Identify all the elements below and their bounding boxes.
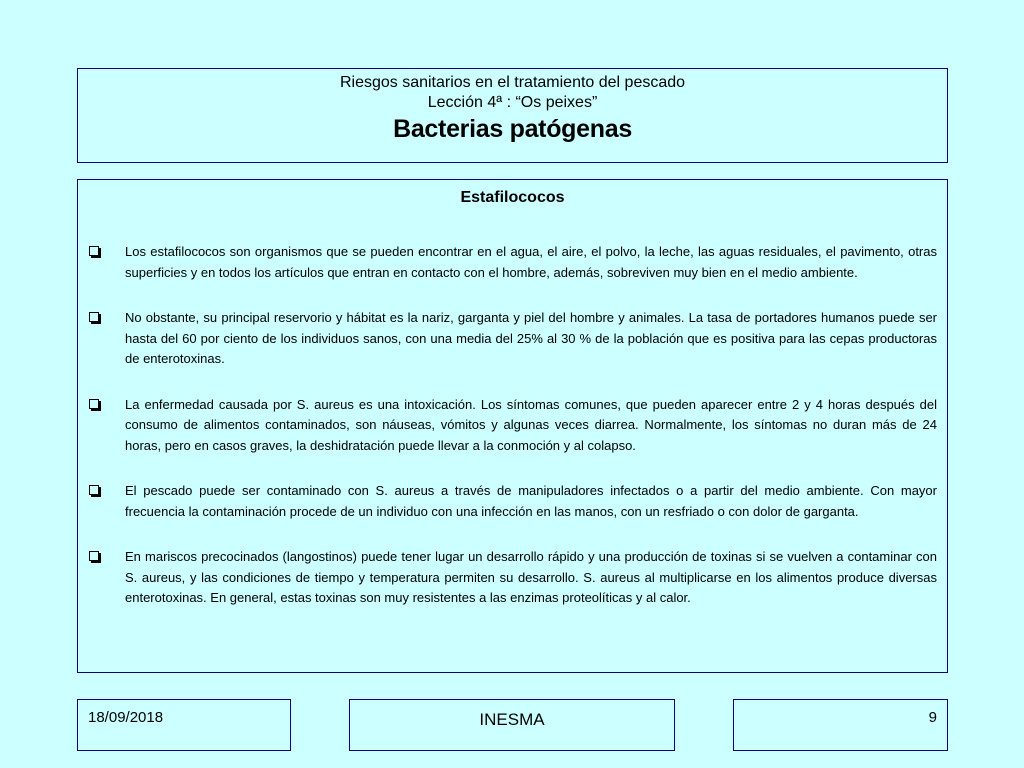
bullet-text: Los estafilococos son organismos que se pueden encontrar en el agua, el aire, el polvo, la leche, las aguas residuales, el pavimento, otras superficies y en todos los artículos que entran en contacto con el hombre, además, sobreviven muy bien en el medio ambiente. xyxy=(125,244,937,280)
bullet-item xyxy=(78,481,947,522)
footer-organization xyxy=(349,699,675,751)
checkbox-bullet-icon xyxy=(89,312,99,322)
bullet-text: La enfermedad causada por S. aureus es una intoxicación. Los síntomas comunes, que pueden aparecer entre 2 y 4 horas después del consumo de alimentos contaminados, son náuseas, vómitos y algunas veces diarrea. Normalmente, los síntomas no duran más de 24 horas, pero en casos graves, la deshidratación puede llevar a la conmoción y al colapso. xyxy=(125,396,937,453)
footer-date xyxy=(77,699,291,751)
slide-title: Bacterias patógenas xyxy=(393,115,632,143)
bullet-text: No obstante, su principal reservorio y hábitat es la nariz, garganta y piel del hombre y animales. La tasa de portadores humanos puede ser hasta del 60 por ciento de los individuos sanos, con una media del 25% al 30 % de la población que es positiva para las cepas productoras de enterotoxinas. xyxy=(125,310,937,366)
bullet-item xyxy=(78,308,947,370)
content-panel xyxy=(77,179,948,673)
lesson-subtitle: Lección 4ª : “Os peixes” xyxy=(427,94,598,111)
checkbox-bullet-icon xyxy=(89,485,99,495)
section-title: Estafilococos xyxy=(460,189,565,206)
bullet-text: En mariscos precocinados (langostinos) puede tener lugar un desarrollo rápido y una producción de toxinas si se vuelven a contaminar con S. aureus, y las condiciones de tiempo y temperatura permiten su desarrollo. S. aureus al multiplicarse en los alimentos produce diversas enterotoxinas. En general, estas toxinas son muy resistentes a las enzimas proteolíticas y al calor. xyxy=(125,549,937,605)
bullet-item xyxy=(78,395,947,457)
footer-page-number-text: 9 xyxy=(928,709,937,726)
bullet-item xyxy=(78,547,947,609)
checkbox-bullet-icon xyxy=(89,399,99,409)
course-subtitle: Riesgos sanitarios en el tratamiento del pescado xyxy=(339,74,686,91)
slide-header xyxy=(77,68,948,163)
checkbox-bullet-icon xyxy=(89,246,99,256)
bullet-list xyxy=(78,242,947,634)
checkbox-bullet-icon xyxy=(89,551,99,561)
bullet-text: El pescado puede ser contaminado con S. aureus a través de manipuladores infectados o a partir del medio ambiente. Con mayor frecuencia la contaminación procede de un individuo con una infección en las manos, con un resfriado o con dolor de garganta. xyxy=(125,483,937,519)
footer-page-number xyxy=(733,699,948,751)
footer-date-text: 18/09/2018 xyxy=(88,709,164,726)
footer-organization-text: INESMA xyxy=(479,710,545,729)
bullet-item xyxy=(78,242,947,283)
